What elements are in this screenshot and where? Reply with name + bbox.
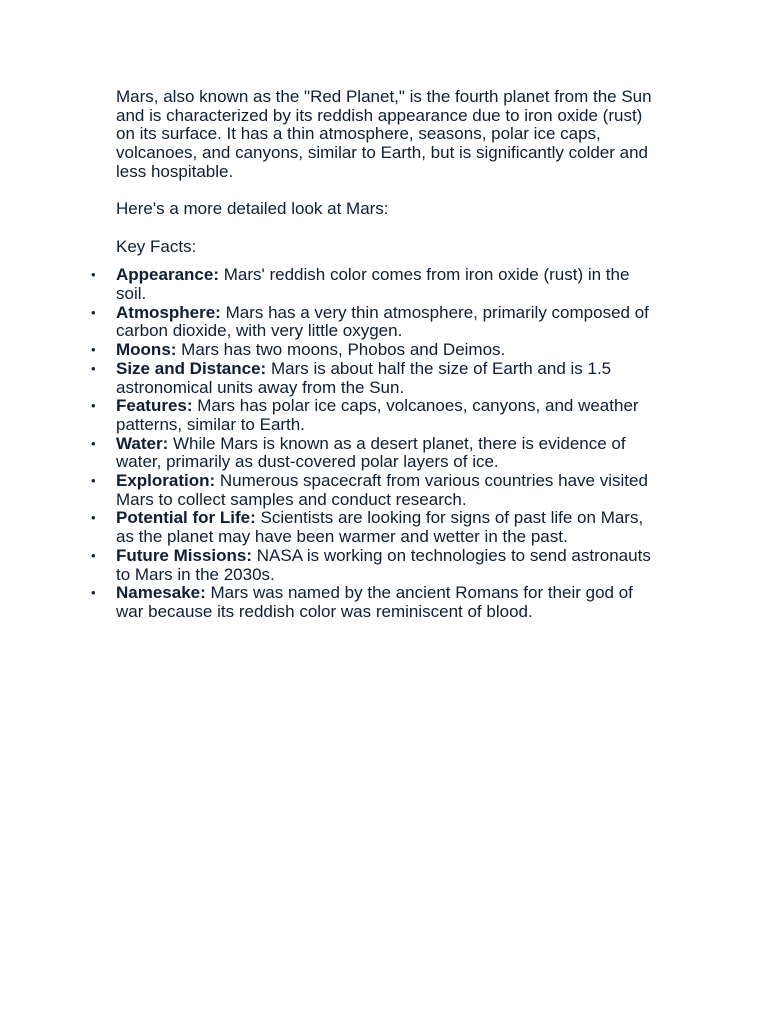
list-item (91, 396, 656, 434)
bullet-icon: • (91, 398, 96, 414)
fact-text: Mars has two moons, Phobos and Deimos. (181, 340, 506, 360)
fact-text: Mars has polar ice caps, volcanoes, canyons, and weather patterns, similar to Earth. (116, 396, 639, 434)
bullet-icon: • (91, 435, 96, 451)
bullet-icon: • (91, 360, 96, 376)
list-item (91, 302, 656, 341)
fact-label: Moons: (116, 340, 177, 360)
list-item (91, 433, 656, 472)
fact-text: Mars' reddish color comes from iron oxide (rust) in the soil. (116, 265, 630, 303)
list-item (91, 508, 656, 547)
fact-label: Size and Distance: (116, 358, 267, 378)
fact-label: Future Missions: (116, 545, 253, 565)
lead-in-paragraph: Here's a more detailed look at Mars: (116, 199, 389, 219)
list-item (91, 545, 656, 584)
bullet-icon: • (91, 585, 96, 601)
fact-label: Appearance: (116, 265, 219, 285)
fact-text: Mars was named by the ancient Romans for their god of war because its reddish color was reminiscent of blood. (116, 583, 633, 621)
bullet-icon: • (91, 473, 96, 489)
list-item (91, 583, 656, 621)
fact-text: Numerous spacecraft from various countries have visited Mars to collect samples and conduct research. (116, 471, 648, 509)
fact-label: Water: (116, 433, 169, 453)
bullet-icon: • (91, 267, 96, 283)
fact-text: While Mars is known as a desert planet, there is evidence of water, primarily as dust-covered polar layers of ice. (116, 433, 626, 472)
fact-text: Scientists are looking for signs of past life on Mars, as the planet may have been warmer and wetter in the past. (116, 508, 644, 547)
fact-label: Features: (116, 396, 193, 416)
fact-label: Namesake: (116, 583, 206, 603)
fact-text: NASA is working on technologies to send astronauts to Mars in the 2030s. (116, 545, 651, 584)
bullet-icon: • (91, 510, 96, 526)
key-facts-list (91, 265, 656, 621)
list-item (91, 265, 656, 303)
fact-label: Exploration: (116, 471, 216, 491)
list-item (91, 471, 656, 509)
document-body (91, 87, 656, 622)
bullet-icon: • (91, 342, 96, 358)
fact-label: Atmosphere: (116, 302, 221, 322)
bullet-icon: • (91, 304, 96, 320)
facts-heading: Key Facts: (116, 236, 197, 256)
intro-paragraph: Mars, also known as the "Red Planet," is the fourth planet from the Sun and is characterized by its reddish appearance due to iron oxide (rust) on its surface. It has a thin atmosphere, seasons, polar ice caps, volcanoes, and canyons, similar to Earth, but is significantly colder and less hospitable. (116, 87, 652, 181)
fact-label: Potential for Life: (116, 508, 256, 528)
list-item (91, 358, 656, 397)
fact-text: Mars has a very thin atmosphere, primarily composed of carbon dioxide, with very little oxygen. (116, 302, 649, 341)
fact-text: Mars is about half the size of Earth and is 1.5 astronomical units away from the Sun. (116, 358, 612, 397)
bullet-icon: • (91, 547, 96, 563)
list-item (91, 340, 656, 360)
